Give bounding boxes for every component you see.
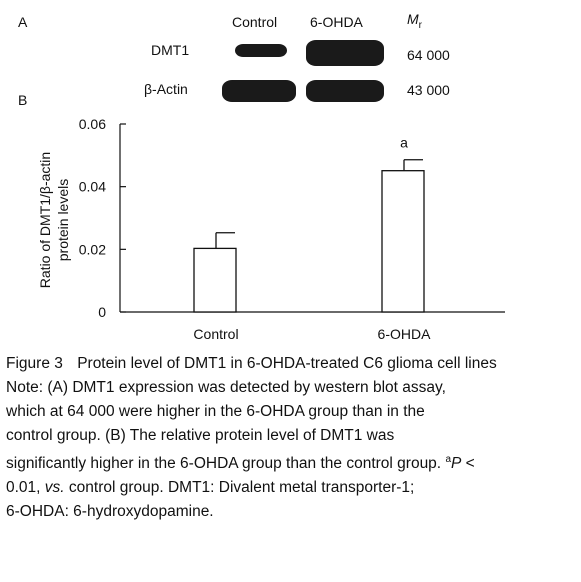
x-tick-label: 6-OHDA <box>377 326 431 342</box>
blot-band-actin-control <box>222 80 296 102</box>
figure-title: Protein level of DMT1 in 6-OHDA-treated C6 glioma cell lines <box>77 355 497 372</box>
blot-band-actin-6ohda <box>306 80 384 102</box>
blot-band-dmt1-6ohda <box>306 40 384 66</box>
blot-row-mw-beta-actin: 43 000 <box>407 82 450 98</box>
blot-row-mw-dmt1: 64 000 <box>407 47 450 63</box>
blot-column-6ohda: 6-OHDA <box>310 14 363 30</box>
mr-header: $M_r$ <box>407 11 423 31</box>
note-line-1: Note: (A) DMT1 expression was detected by western blot assay, <box>6 379 446 396</box>
note-line-6: 6-OHDA: 6-hydroxydopamine. <box>6 503 214 521</box>
y-tick-label: 0.02 <box>78 241 106 258</box>
significance-annotation: a <box>400 134 408 151</box>
figure-note <box>6 376 566 524</box>
blot-band-dmt1-control <box>235 44 287 57</box>
blot-row-label-beta-actin: β-Actin <box>144 81 188 97</box>
note-line-4: significantly higher in the 6-OHDA group than the control group. $^a$P < <box>6 454 475 473</box>
figure-label: Figure 3 <box>6 355 63 372</box>
y-tick-label: 0 <box>98 304 106 320</box>
figure-caption <box>6 352 566 524</box>
x-tick-label: Control <box>193 326 239 342</box>
note-line-3: control group. (B) The relative protein level of DMT1 was <box>6 427 395 444</box>
y-tick-label: 0.04 <box>78 178 106 195</box>
blot-column-control: Control <box>232 14 278 30</box>
note-line-2: which at 64 000 were higher in the 6-OHDA group than in the <box>6 403 425 420</box>
panel-b-letter: B <box>18 92 28 108</box>
bar-6-ohda <box>382 171 424 312</box>
y-axis-title-line: protein levels <box>55 178 71 262</box>
y-axis-title-line: Ratio of DMT1/β-actin <box>37 151 53 289</box>
note-line-5: 0.01, vs. control group. DMT1: Divalent metal transporter-1; <box>6 479 415 497</box>
bar-control <box>194 248 236 312</box>
y-tick-label: 0.06 <box>78 116 106 132</box>
bar-chart <box>0 100 581 350</box>
blot-row-label-dmt1: DMT1 <box>151 42 190 58</box>
panel-a-letter: A <box>18 14 28 30</box>
caption-title-block <box>6 352 566 376</box>
